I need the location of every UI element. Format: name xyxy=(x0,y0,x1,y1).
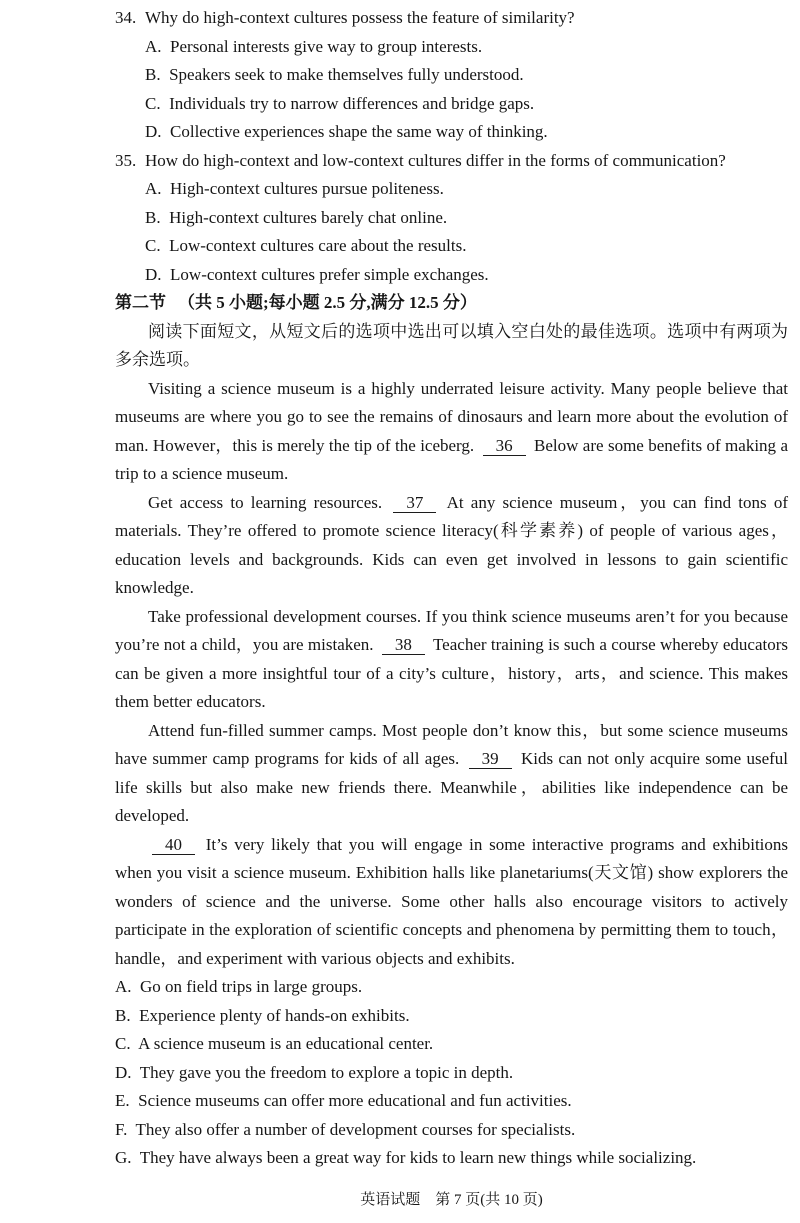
passage-text: Visiting a science museum is a highly underrated leisure activity. Many people believe that museums are where you go to see the remains of dinosaurs and learn more about the evolution of man. However，this is merely the tip of the iceberg. xyxy=(115,378,788,455)
question-option-b: B. Speakers seek to make themselves fully understood. xyxy=(145,65,524,84)
section-title: 第二节 xyxy=(115,293,166,312)
question-option-a: A. Personal interests give way to group interests. xyxy=(145,36,483,56)
question-option-c: C. Low-context cultures care about the results. xyxy=(145,236,467,255)
passage-text: Get access to learning resources. xyxy=(148,492,383,512)
blank-40: 40 xyxy=(152,835,195,855)
choice-e: E. Science museums can offer more educational and fun activities. xyxy=(115,1091,572,1110)
blank-39: 39 xyxy=(469,749,512,769)
question-option-d: D. Collective experiences shape the same way of thinking. xyxy=(145,122,548,141)
passage-text: Below are some benefits of making a trip to a science museum. xyxy=(115,435,789,483)
question-35 xyxy=(115,147,788,290)
passage-text: It’s very likely that you will engage in some interactive programs and exhibitions when you visit a science museum. Exhibition halls like planetariums(天文馆) show explorers the wonders of science and the universe. Some other halls also encourage visitors to actively participate in the exploration of scientific concepts and phenomena by permitting them to touch，handle，and experiment with various objects and exhibits. xyxy=(115,834,789,968)
passage-paragraph-3 xyxy=(115,603,788,717)
question-text: How do high-context and low-context cultures differ in the forms of communication? xyxy=(145,150,726,170)
blank-38: 38 xyxy=(382,635,425,655)
choice-c: C. A science museum is an educational center. xyxy=(115,1034,434,1053)
choice-a: A. Go on field trips in large groups. xyxy=(115,977,363,996)
choice-b: B. Experience plenty of hands-on exhibits. xyxy=(115,1005,410,1025)
question-option-c: C. Individuals try to narrow differences and bridge gaps. xyxy=(145,93,535,113)
page-footer xyxy=(115,1188,788,1209)
choice-f: F. They also offer a number of development courses for specialists. xyxy=(115,1119,576,1139)
question-option-a: A. High-context cultures pursue politeness. xyxy=(145,179,444,198)
blank-36: 36 xyxy=(483,436,526,456)
section-header xyxy=(115,289,788,318)
passage-paragraph-1 xyxy=(115,375,788,489)
section-meta: （共 5 小题;每小题 2.5 分,满分 12.5 分） xyxy=(178,293,477,312)
question-text: Why do high-context cultures possess the feature of similarity? xyxy=(145,8,575,27)
footer-text: 英语试题 第 7 页(共 10 页) xyxy=(360,1192,543,1208)
blank-37: 37 xyxy=(393,493,436,513)
passage-text: Attend fun-filled summer camps. Most people don’t know this，but some science museums have summer camp programs for kids of all ages. xyxy=(115,720,788,768)
question-number: 34. xyxy=(115,8,137,27)
choice-g: G. They have always been a great way for kids to learn new things while socializing. xyxy=(115,1148,697,1167)
passage-text: Kids can not only acquire some useful life skills but also make new friends there. Meanwhile，abilities like independence can be developed. xyxy=(115,749,789,825)
question-34 xyxy=(115,4,788,147)
passage-paragraph-5 xyxy=(115,831,788,974)
passage-text: At any science museum，you can find tons of materials. They’re offered to promote science literacy(科学素养) of people of various ages，education levels and backgrounds. Kids can even get involved in lessons to gain scientific knowledge. xyxy=(115,492,788,597)
question-stem xyxy=(115,4,788,33)
passage-paragraph-2 xyxy=(115,489,788,603)
passage-text: Take professional development courses. If you think science museums aren’t for you because you’re not a child，you are mistaken. xyxy=(115,606,788,654)
choice-d: D. They gave you the freedom to explore a topic in depth. xyxy=(115,1062,514,1082)
question-number: 35. xyxy=(115,150,137,170)
question-option-d: D. Low-context cultures prefer simple exchanges. xyxy=(145,264,489,284)
section-instructions: 阅读下面短文，从短文后的选项中选出可以填入空白处的最佳选项。选项中有两项为多余选项。 xyxy=(115,321,788,369)
question-stem xyxy=(115,147,788,176)
question-option-b: B. High-context cultures barely chat online. xyxy=(145,207,448,227)
passage-text: Teacher training is such a course whereby educators can be given a more insightful tour of a city’s culture，history，arts，and science. This makes them better educators. xyxy=(115,635,789,711)
passage-paragraph-4 xyxy=(115,717,788,831)
page-content xyxy=(115,4,788,1173)
